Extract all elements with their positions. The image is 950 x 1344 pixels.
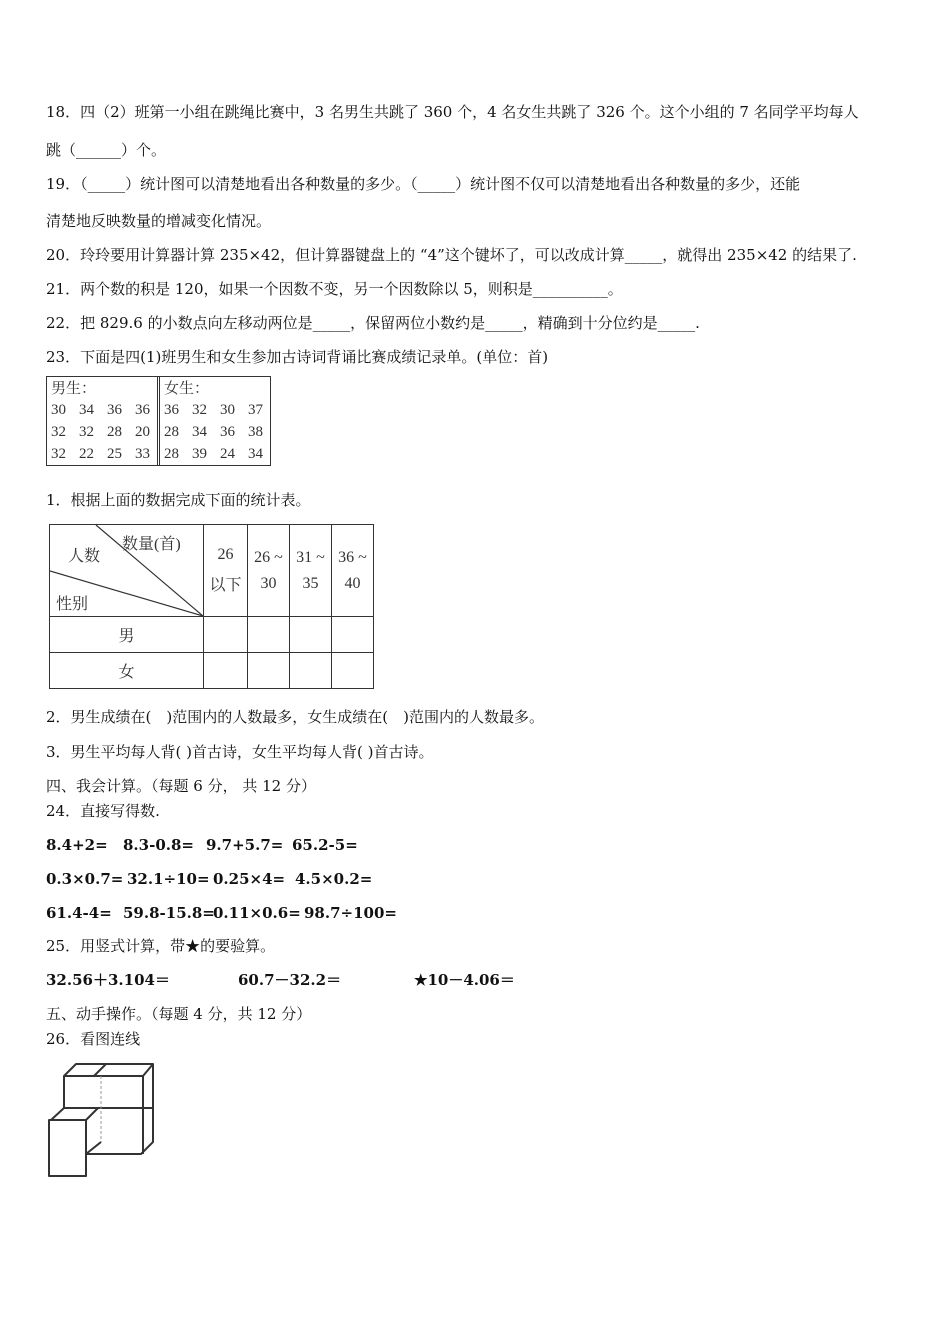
column-header bbox=[290, 525, 332, 617]
question-23: 23．下面是四(1)班男生和女生参加古诗词背诵比赛成绩记录单。(单位：首) bbox=[46, 348, 549, 366]
record-cell: 33 bbox=[135, 446, 150, 462]
section-five-heading: 五、动手操作。（每题 4 分，共 12 分） bbox=[46, 1005, 312, 1023]
girls-record bbox=[157, 377, 270, 465]
boys-label: 男生： bbox=[51, 381, 97, 397]
record-cell: 39 bbox=[192, 446, 207, 462]
column-header-bottom: 以下 bbox=[209, 577, 242, 594]
blank-cell[interactable] bbox=[332, 653, 374, 689]
question-18-line1: 18．四（2）班第一小组在跳绳比赛中，3 名男生共跳了 360 个，4 名女生共跳了 326 个。这个小组的 7 名同学平均每人 bbox=[46, 103, 859, 121]
calc-item: 59.8-15.8= bbox=[123, 904, 215, 922]
record-cell: 32 bbox=[192, 402, 207, 418]
record-cell: 25 bbox=[107, 446, 122, 462]
statistics-table bbox=[49, 524, 374, 689]
question-22: 22．把 829.6 的小数点向左移动两位是_____，保留两位小数约是_____，精确到十分位约是_____. bbox=[46, 314, 700, 332]
column-header-top: 36 ~ bbox=[338, 548, 367, 566]
record-cell: 24 bbox=[220, 446, 235, 462]
blank-cell[interactable] bbox=[248, 617, 290, 653]
sub-question-3: 3．男生平均每人背( )首古诗，女生平均每人背( )首古诗。 bbox=[46, 743, 434, 761]
record-cell: 32 bbox=[51, 446, 66, 462]
column-header-bottom: 30 bbox=[260, 574, 277, 592]
boys-record bbox=[47, 377, 157, 465]
blank-cell[interactable] bbox=[290, 617, 332, 653]
calc-item: 0.25×4= bbox=[213, 870, 286, 888]
calc-item: 0.3×0.7= bbox=[46, 870, 124, 888]
question-21: 21．两个数的积是 120，如果一个因数不变，另一个因数除以 5，则积是__________。 bbox=[46, 280, 623, 298]
record-cell: 34 bbox=[248, 446, 263, 462]
record-cell: 36 bbox=[220, 424, 235, 440]
cube-stack-figure bbox=[46, 1060, 161, 1180]
corner-gender-label: 性别 bbox=[56, 596, 89, 613]
calc-item: 4.5×0.2= bbox=[295, 870, 373, 888]
corner-people-label: 人数 bbox=[68, 548, 101, 565]
record-cell: 30 bbox=[220, 402, 235, 418]
record-cell: 30 bbox=[51, 402, 66, 418]
blank-cell[interactable] bbox=[204, 617, 248, 653]
record-cell: 22 bbox=[79, 446, 94, 462]
record-cell: 37 bbox=[248, 402, 263, 418]
question-24: 24．直接写得数. bbox=[46, 802, 160, 820]
column-header-bottom: 40 bbox=[344, 574, 361, 592]
calc-item: 65.2-5= bbox=[292, 836, 358, 854]
column-header bbox=[248, 525, 290, 617]
blank-cell[interactable] bbox=[290, 653, 332, 689]
record-cell: 34 bbox=[79, 402, 94, 418]
record-cell: 32 bbox=[79, 424, 94, 440]
record-cell: 28 bbox=[164, 446, 179, 462]
record-cell: 20 bbox=[135, 424, 150, 440]
sub-question-1: 1．根据上面的数据完成下面的统计表。 bbox=[46, 491, 311, 509]
blank-cell[interactable] bbox=[204, 653, 248, 689]
column-header bbox=[204, 525, 248, 617]
record-cell: 32 bbox=[51, 424, 66, 440]
row-label-boys: 男 bbox=[50, 617, 204, 653]
question-18-line2: 跳（______）个。 bbox=[46, 141, 167, 159]
row-label-girls: 女 bbox=[50, 653, 204, 689]
score-record-sheet bbox=[46, 376, 271, 466]
question-19-line1: 19．（_____）统计图可以清楚地看出各种数量的多少。（_____）统计图不仅可以清楚地看出各种数量的多少，还能 bbox=[46, 175, 801, 193]
sub-question-2: 2．男生成绩在( )范围内的人数最多，女生成绩在( )范围内的人数最多。 bbox=[46, 708, 544, 726]
calc-item: 61.4-4= bbox=[46, 904, 112, 922]
question-20: 20．玲玲要用计算器计算 235×42，但计算器键盘上的 “4”这个键坏了，可以改成计算_____，就得出 235×42 的结果了. bbox=[46, 246, 857, 264]
record-cell: 36 bbox=[135, 402, 150, 418]
blank-cell[interactable] bbox=[332, 617, 374, 653]
record-cell: 28 bbox=[164, 424, 179, 440]
record-cell: 36 bbox=[164, 402, 179, 418]
vertical-calc-item: 32.56＋3.104＝ bbox=[46, 971, 170, 989]
record-cell: 36 bbox=[107, 402, 122, 418]
question-19-line2: 清楚地反映数量的增减变化情况。 bbox=[46, 212, 272, 230]
column-header-top: 26 bbox=[217, 546, 234, 563]
question-25: 25．用竖式计算，带★的要验算。 bbox=[46, 937, 276, 955]
column-header-top: 26 ~ bbox=[254, 548, 283, 566]
vertical-calc-item: 60.7－32.2＝ bbox=[238, 971, 342, 989]
column-header-top: 31 ~ bbox=[296, 548, 325, 566]
record-cell: 28 bbox=[107, 424, 122, 440]
calc-item: 8.4+2= bbox=[46, 836, 108, 854]
calc-item: 8.3-0.8= bbox=[123, 836, 194, 854]
blank-cell[interactable] bbox=[248, 653, 290, 689]
calc-item: 32.1÷10= bbox=[127, 870, 210, 888]
question-26: 26．看图连线 bbox=[46, 1030, 141, 1048]
girls-label: 女生： bbox=[164, 381, 210, 397]
calc-item: 98.7÷100= bbox=[304, 904, 397, 922]
record-cell: 34 bbox=[192, 424, 207, 440]
column-header-bottom: 35 bbox=[302, 574, 319, 592]
record-cell: 38 bbox=[248, 424, 263, 440]
corner-quantity-label: 数量(首) bbox=[122, 536, 181, 553]
column-header bbox=[332, 525, 374, 617]
calc-item: 9.7+5.7= bbox=[206, 836, 284, 854]
diagonal-header-cell bbox=[50, 525, 204, 617]
vertical-calc-item: ★10－4.06＝ bbox=[414, 971, 515, 989]
calc-item: 0.11×0.6= bbox=[213, 904, 301, 922]
section-four-heading: 四、我会计算。（每题 6 分， 共 12 分） bbox=[46, 777, 316, 795]
